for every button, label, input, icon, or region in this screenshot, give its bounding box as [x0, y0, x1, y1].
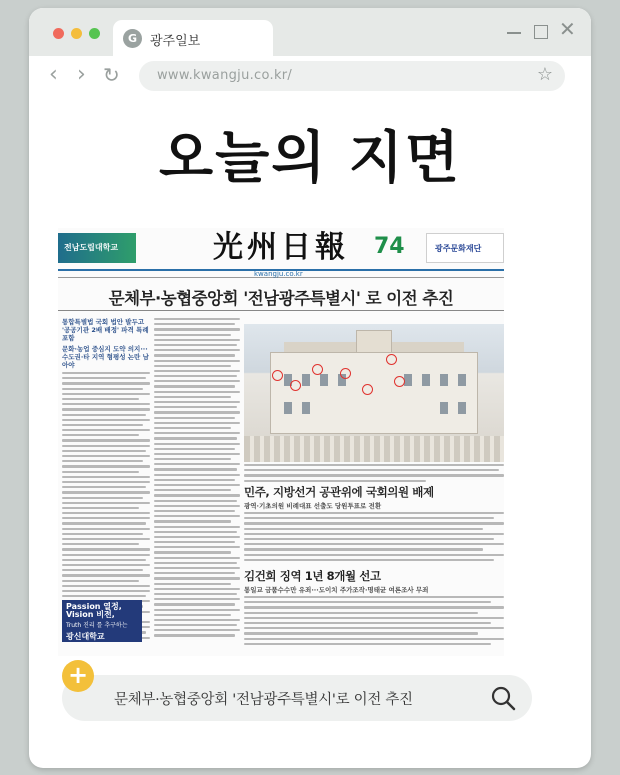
body-text-line [154, 453, 240, 455]
body-text-line [62, 580, 139, 582]
body-text-line [62, 481, 150, 483]
body-text-line [244, 559, 494, 561]
body-text-line [62, 590, 150, 592]
body-text-line [154, 437, 237, 439]
body-text-line [154, 624, 237, 626]
body-text-line [154, 546, 240, 548]
body-text-line [244, 533, 504, 535]
body-text-line [62, 445, 150, 447]
body-text-line [244, 627, 504, 629]
body-text-line [244, 538, 494, 540]
body-text-line [154, 634, 235, 636]
body-text-line [154, 443, 240, 445]
body-text-line [62, 502, 150, 504]
body-text-line [154, 458, 231, 460]
story3-headline: 김건희 징역 1년 8개월 선고 [244, 569, 381, 583]
photo-caption [244, 464, 504, 485]
url-text[interactable]: www.kwangju.co.kr/ [157, 68, 293, 83]
body-text-line [62, 429, 150, 431]
body-text-line [62, 533, 143, 535]
body-text-line [154, 411, 240, 413]
tab-title: 광주일보 [150, 34, 201, 49]
body-text-line [154, 536, 240, 538]
body-text-line [154, 551, 231, 553]
body-text-line [154, 318, 240, 320]
body-text-line [62, 372, 150, 374]
body-text-line [154, 484, 240, 486]
headline-divider [58, 310, 504, 311]
body-text-line [154, 391, 240, 393]
body-text-line [154, 598, 240, 600]
address-bar[interactable] [139, 61, 565, 91]
body-text-line [154, 396, 231, 398]
masthead-ad-right: 광주문화재단 [426, 233, 504, 263]
lead-subhead-2: 문화·농업 중심지 도약 의지···수도권·타 지역 형평성 논란 남아야 [62, 345, 149, 369]
body-text-line [62, 414, 146, 416]
university-ad: Passion 열정, Vision 비전, Truth 진리 를 추구하는 광신대학교 [62, 600, 142, 642]
window-zoom-dot[interactable] [89, 28, 100, 39]
body-text-line [154, 344, 237, 346]
title-bar [29, 8, 591, 56]
body-text-line [62, 569, 143, 571]
body-text-line [62, 574, 150, 576]
body-text-line [244, 617, 504, 619]
body-text-line [154, 365, 231, 367]
body-text-line [154, 385, 235, 387]
lead-headline: 문체부·농협중앙회 '전남광주특별시' 로 이전 추진 [108, 289, 454, 308]
body-text-line [244, 601, 491, 603]
front-page-photo [244, 324, 504, 462]
minimize-icon[interactable] [507, 32, 521, 34]
close-icon[interactable]: ✕ [559, 17, 576, 41]
search-query[interactable]: 문체부·농협중앙회 '전남광주특별시'로 이전 추진 [114, 692, 413, 708]
body-text-line [62, 471, 139, 473]
story2-subhead: 광역·기초의원 비례대표 선출도 당원투표로 전환 [244, 502, 382, 510]
body-text-line [154, 448, 235, 450]
body-text-line [62, 517, 150, 519]
body-text-line [154, 354, 235, 356]
body-text-line [244, 517, 494, 519]
back-icon[interactable]: ‹ [49, 62, 58, 87]
article-column-2 [154, 318, 240, 640]
body-text-line [244, 548, 483, 550]
body-text-line [154, 567, 240, 569]
browser-tab[interactable] [113, 20, 273, 56]
body-text-line [62, 419, 150, 421]
body-text-line [154, 380, 240, 382]
body-text-line [62, 388, 143, 390]
body-text-line [154, 619, 240, 621]
body-text-line [244, 480, 426, 482]
body-text-line [244, 622, 491, 624]
body-text-line [244, 512, 504, 514]
body-text-line [62, 564, 150, 566]
article-column-1 [62, 318, 150, 642]
body-text-line [62, 465, 150, 467]
body-text-line [154, 334, 231, 336]
dateline-rule [58, 269, 504, 278]
dateline-site: kwangju.co.kr [254, 270, 303, 278]
body-text-line [154, 323, 235, 325]
window-close-dot[interactable] [53, 28, 64, 39]
body-text-line [62, 538, 150, 540]
body-text-line [154, 432, 240, 434]
body-text-line [62, 377, 146, 379]
lead-subhead-1: 통합특별법 국회 법안 발두고 '공공기관 2배 배정' 파격 특례 포함 [62, 318, 149, 342]
story3-subhead: 통일교 금품수수만 유죄···도이치 주가조작·명태균 여론조사 무죄 [244, 586, 429, 594]
body-text-line [154, 422, 240, 424]
body-text-line [62, 497, 143, 499]
body-text-line [154, 370, 240, 372]
story3-body [244, 596, 504, 648]
body-text-line [62, 512, 150, 514]
body-text-line [154, 531, 237, 533]
masthead-logo: 光州日報 [213, 230, 349, 265]
story2-body [244, 512, 504, 564]
newspaper-front-page[interactable] [58, 228, 504, 656]
body-text-line [154, 588, 240, 590]
body-text-line [154, 328, 240, 330]
body-text-line [154, 339, 240, 341]
star-icon[interactable]: ☆ [536, 64, 553, 85]
body-text-line [154, 417, 235, 419]
body-text-line [62, 460, 143, 462]
body-text-line [244, 543, 504, 545]
body-text-line [154, 468, 237, 470]
body-text-line [244, 528, 483, 530]
body-text-line [62, 403, 150, 405]
body-text-line [154, 489, 231, 491]
body-text-line [154, 629, 240, 631]
body-text-line [244, 638, 504, 640]
body-text-line [154, 349, 240, 351]
body-text-line [62, 585, 150, 587]
body-text-line [154, 572, 235, 574]
body-text-line [154, 541, 235, 543]
forward-icon[interactable]: › [77, 62, 86, 87]
maximize-icon[interactable] [534, 25, 548, 39]
body-text-line [62, 522, 146, 524]
body-text-line [154, 510, 235, 512]
add-button[interactable]: + [62, 660, 94, 692]
body-text-line [62, 439, 150, 441]
browser-toolbar [29, 56, 591, 96]
body-text-line [244, 643, 491, 645]
body-text-line [244, 606, 504, 608]
body-text-line [62, 455, 150, 457]
body-text-line [154, 474, 240, 476]
body-text-line [62, 491, 150, 493]
body-text-line [154, 494, 240, 496]
body-text-line [154, 505, 240, 507]
body-text-line [62, 528, 150, 530]
body-text-line [154, 593, 237, 595]
body-text-line [154, 375, 237, 377]
body-text-line [154, 603, 235, 605]
body-text-line [154, 463, 240, 465]
body-text-line [154, 583, 231, 585]
body-text-line [244, 522, 504, 524]
body-text-line [62, 507, 139, 509]
body-text-line [62, 408, 150, 410]
body-text-line [244, 596, 504, 598]
body-text-line [62, 595, 146, 597]
body-text-line [154, 406, 237, 408]
body-text-line [154, 500, 237, 502]
body-text-line [154, 401, 240, 403]
body-text-line [244, 469, 499, 471]
body-text-line [154, 515, 240, 517]
body-text-line [154, 614, 231, 616]
body-text-line [62, 554, 150, 556]
body-text-line [154, 557, 240, 559]
body-text-line [154, 577, 240, 579]
body-text-line [62, 450, 146, 452]
body-text-line [62, 434, 139, 436]
page-title: 오늘의 지면 [159, 126, 461, 191]
body-text-line [244, 474, 504, 476]
body-text-line [154, 427, 231, 429]
story2-headline: 민주, 지방선거 공관위에 국회의원 배제 [244, 485, 434, 499]
body-text-line [62, 424, 143, 426]
body-text-line [154, 609, 240, 611]
body-text-line [62, 486, 146, 488]
body-text-line [154, 479, 235, 481]
search-bar[interactable] [62, 675, 532, 721]
body-text-line [62, 393, 150, 395]
body-text-line [244, 612, 478, 614]
body-text-line [154, 562, 237, 564]
anniversary-logo: 74 [374, 234, 405, 259]
window-minimize-dot[interactable] [71, 28, 82, 39]
body-text-line [244, 554, 504, 556]
search-icon[interactable] [490, 685, 516, 711]
body-text-line [62, 398, 139, 400]
body-text-line [154, 520, 231, 522]
reload-icon[interactable]: ↻ [103, 63, 120, 87]
body-text-line [62, 548, 150, 550]
body-text-line [62, 476, 150, 478]
body-text-line [154, 360, 240, 362]
body-text-line [62, 543, 139, 545]
body-text-line [62, 382, 150, 384]
body-text-line [62, 559, 146, 561]
body-text-line [244, 464, 504, 466]
body-text-line [244, 632, 478, 634]
masthead-ad-left: 전남도립대학교 [58, 233, 136, 263]
favicon-icon: G [123, 29, 142, 48]
body-text-line [154, 526, 240, 528]
